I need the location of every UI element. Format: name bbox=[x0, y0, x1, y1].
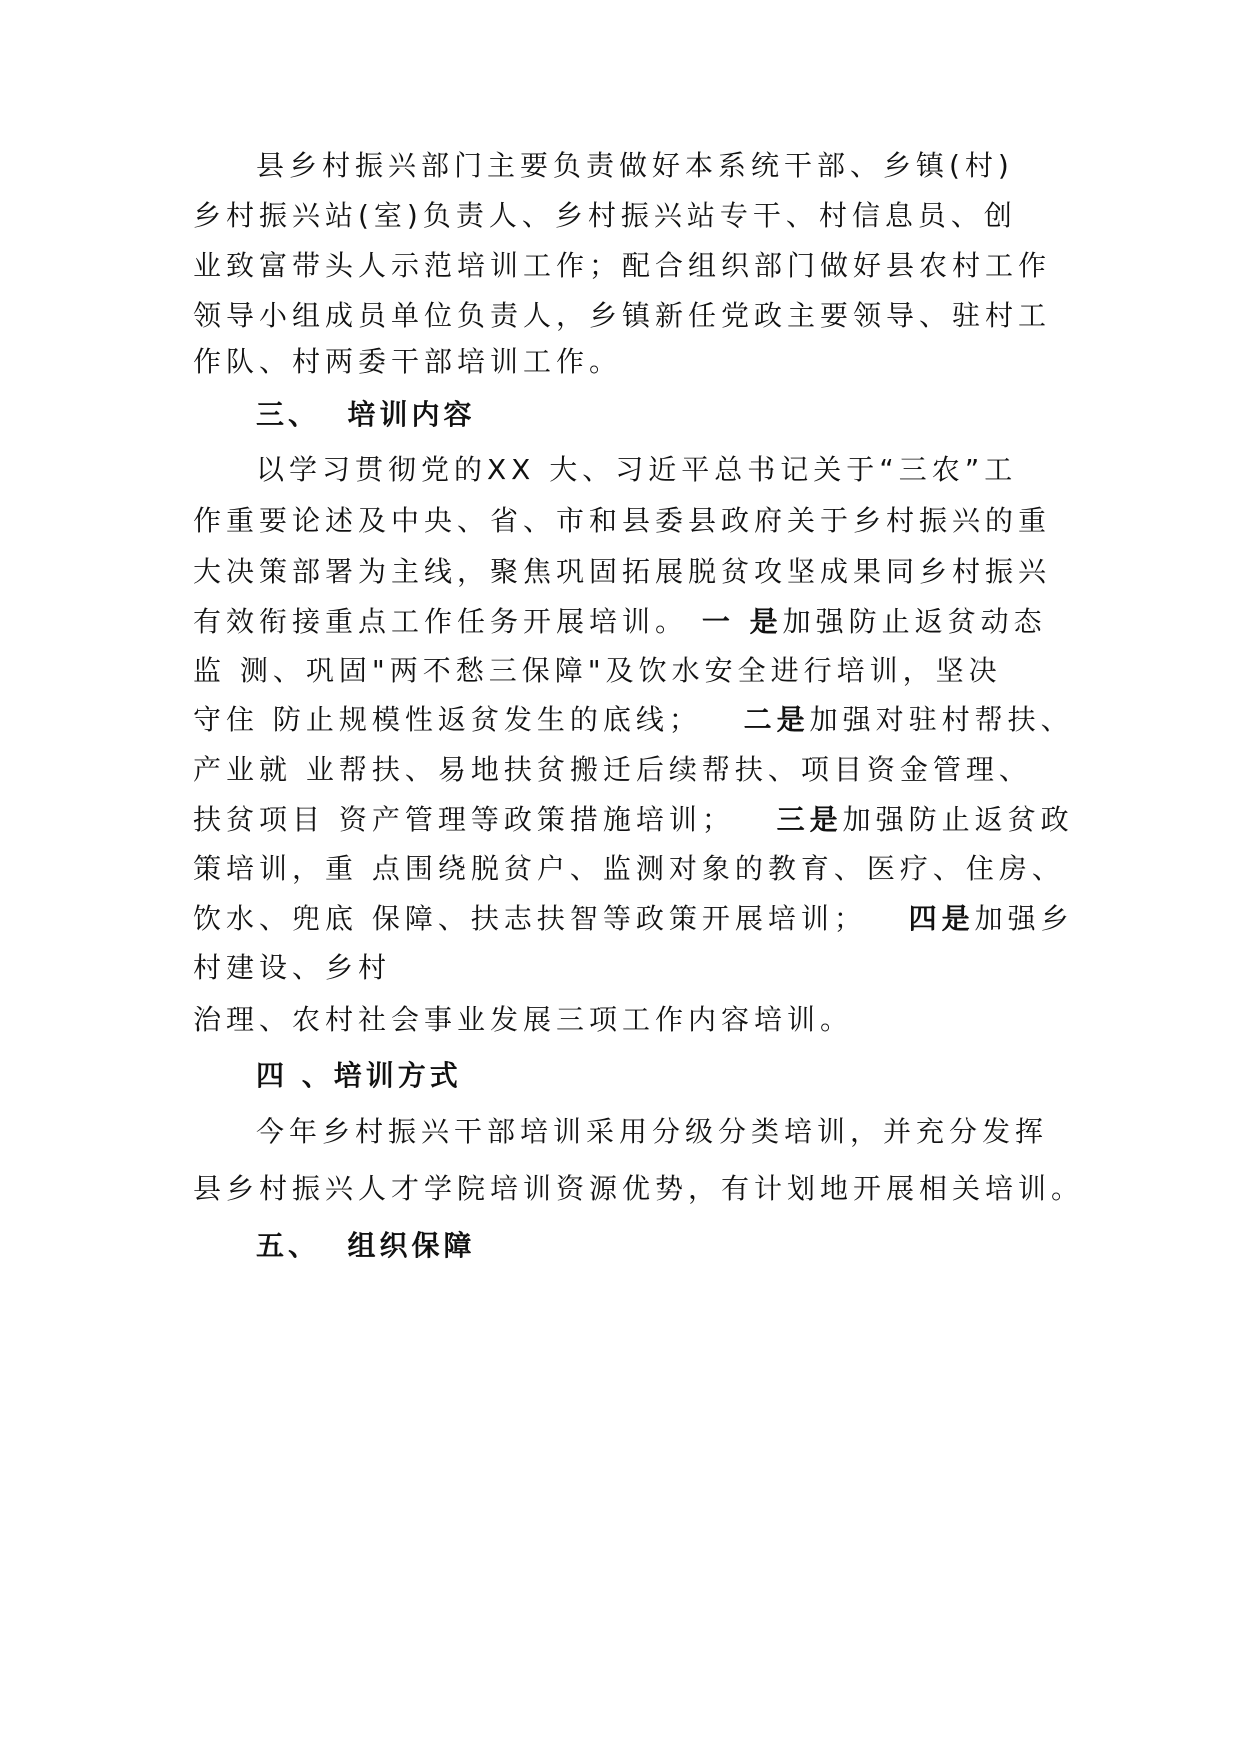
paragraph1-line3: 业致富带头人示范培训工作；配合组织部门做好县农村工作 bbox=[193, 249, 1052, 282]
paragraph1-line2: 乡村振兴站(室)负责人、乡村振兴站专干、村信息员、创 bbox=[193, 199, 1017, 232]
paragraph2-line3: 大决策部署为主线，聚焦巩固拓展脱贫攻坚成果同乡村振兴 bbox=[193, 555, 1052, 588]
paragraph2-line6-tail: 加强对驻村帮扶、 bbox=[809, 703, 1074, 736]
paragraph2-line11: 村建设、乡村 bbox=[193, 951, 392, 984]
point-three-label: 三是 bbox=[776, 803, 843, 836]
paragraph2-line12: 治理、农村社会事业发展三项工作内容培训。 bbox=[193, 1003, 854, 1036]
paragraph2-line6-text: 守住 防止规模性返贫发生的底线； bbox=[193, 703, 744, 736]
section-heading-training-content: 三、 培训内容 bbox=[256, 398, 476, 431]
paragraph2-line5: 监 测、巩固"两不愁三保障"及饮水安全进行培训，坚决 bbox=[193, 654, 1002, 687]
section-heading-organization-guarantee: 五、 组织保障 bbox=[256, 1229, 476, 1262]
paragraph2-line4 bbox=[193, 602, 1047, 642]
point-four-label: 四是 bbox=[908, 902, 975, 935]
paragraph1-line1: 县乡村振兴部门主要负责做好本系统干部、乡镇(村) bbox=[256, 149, 1014, 182]
paragraph1-line5: 作队、村两委干部培训工作。 bbox=[193, 345, 623, 378]
paragraph2-line9: 策培训，重 点围绕脱贫户、监测对象的教育、医疗、住房、 bbox=[193, 852, 1065, 885]
paragraph1-line4: 领导小组成员单位负责人，乡镇新任党政主要领导、驻村工 bbox=[193, 299, 1052, 332]
section4-line1: 今年乡村振兴干部培训采用分级分类培训，并充分发挥 bbox=[256, 1115, 1049, 1148]
point-two-label: 二是 bbox=[743, 703, 810, 736]
paragraph2-line4-tail: 加强防止返贫动态 bbox=[782, 605, 1047, 638]
paragraph2-line2: 作重要论述及中央、省、市和县委县政府关于乡村振兴的重 bbox=[193, 504, 1052, 537]
paragraph2-line8-text: 扶贫项目 资产管理等政策措施培训； bbox=[193, 803, 777, 836]
paragraph2-line4-text: 有效衔接重点工作任务开展培训。 bbox=[193, 605, 702, 638]
section-heading-training-method: 四 、培训方式 bbox=[256, 1059, 462, 1092]
paragraph2-line1: 以学习贯彻党的XX 大、习近平总书记关于“三农”工 bbox=[256, 453, 1018, 486]
section4-line2: 县乡村振兴人才学院培训资源优势，有计划地开展相关培训。 bbox=[193, 1172, 1085, 1205]
paragraph2-line10-text: 饮水、兜底 保障、扶志扶智等政策开展培训； bbox=[193, 902, 909, 935]
paragraph2-line8 bbox=[193, 800, 1074, 840]
point-one-label: 一 是 bbox=[701, 605, 783, 638]
paragraph2-line8-tail: 加强防止返贫政 bbox=[842, 803, 1074, 836]
paragraph2-line10-tail: 加强乡 bbox=[974, 902, 1074, 935]
paragraph2-line6 bbox=[193, 700, 1074, 740]
paragraph2-line7: 产业就 业帮扶、易地扶贫搬迁后续帮扶、项目资金管理、 bbox=[193, 753, 1032, 786]
paragraph2-line10 bbox=[193, 899, 1074, 939]
